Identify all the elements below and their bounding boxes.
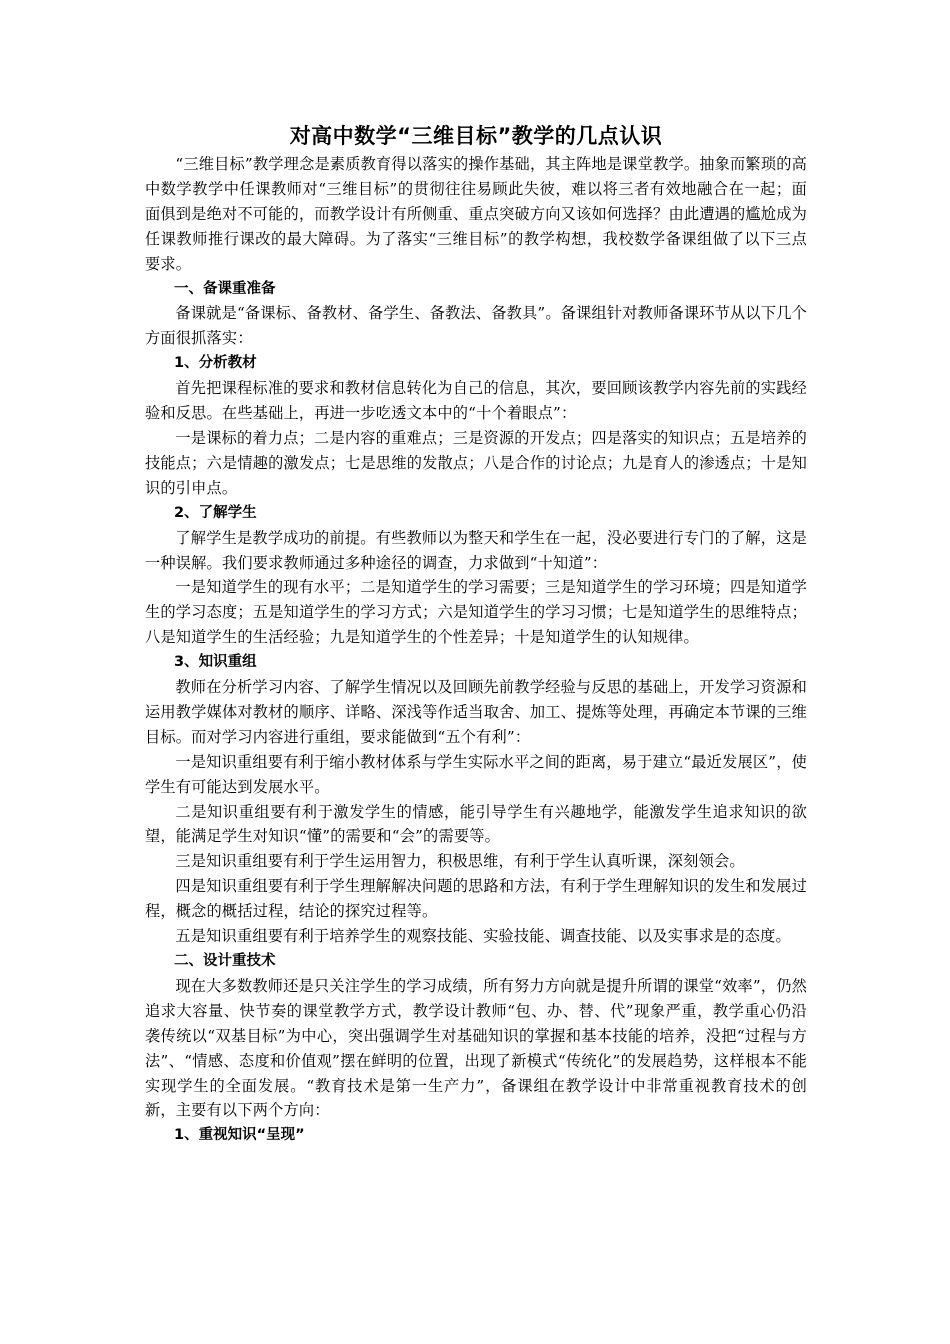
document-body <box>145 152 807 1148</box>
paragraph: 备课就是“备课标、备教材、备学生、备教法、备教具”。备课组针对教师备课环节从以下几个方面很抓落实： <box>145 304 807 348</box>
section-heading: 一、备课重准备 <box>174 280 276 297</box>
section-heading: 1、重视知识“呈现” <box>174 1127 305 1144</box>
section-heading: 2、了解学生 <box>174 504 257 521</box>
document-title: 对高中数学“三维目标”教学的几点认识 <box>289 124 663 148</box>
paragraph: 二是知识重组要有利于激发学生的情感，能引导学生有兴趣地学，能激发学生追求知识的欲望，能满足学生对知识“懂”的需要和“会”的需要等。 <box>145 802 807 846</box>
section-heading: 二、设计重技术 <box>174 953 276 969</box>
paragraph: 四是知识重组要有利于学生理解解决问题的思路和方法，有利于学生理解知识的发生和发展过程，概念的概括过程，结论的探究过程等。 <box>145 877 807 921</box>
paragraph: 首先把课程标准的要求和教材信息转化为自己的信息，其次，要回顾该教学内容先前的实践经验和反思。在些基础上，再进一步吃透文本中的“十个着眼点”： <box>145 379 807 423</box>
paragraph: 一是课标的着力点；二是内容的重难点；三是资源的开发点；四是落实的知识点；五是培养的技能点；六是情趣的激发点；七是思维的发散点；八是合作的讨论点；九是育人的渗透点；十是知识的引申点。 <box>145 428 807 497</box>
paragraph: 教师在分析学习内容、了解学生情况以及回顾先前教学经验与反思的基础上，开发学习资源和运用教学媒体对教材的顺序、详略、深浅等作适当取舍、加工、提炼等处理，再确定本节课的三维目标。而对学习内容进行重组，要求能做到“五个有利”： <box>145 678 807 746</box>
paragraph: 一是知道学生的现有水平；二是知道学生的学习需要；三是知道学生的学习环境；四是知道学生的学习态度；五是知道学生的学习方式；六是知道学生的学习习惯；七是知道学生的思维特点；八是知道学生的生活经验；九是知道学生的个性差异；十是知道学生的认知规律。 <box>145 578 807 647</box>
section-heading: 1、分析教材 <box>174 355 257 372</box>
section-heading: 3、知识重组 <box>174 654 257 671</box>
paragraph: 三是知识重组要有利于学生运用智力，积极思维，有利于学生认真听课，深刻领会。 <box>175 852 745 871</box>
paragraph: 一是知识重组要有利于缩小教材体系与学生实际水平之间的距离，易于建立“最近发展区”，使学生有可能达到发展水平。 <box>145 752 807 796</box>
paragraph: 了解学生是教学成功的前提。有些教师以为整天和学生在一起，没必要进行专门的了解，这是一种误解。我们要求教师通过多种途径的调查，力求做到“十知道”： <box>145 528 807 572</box>
paragraph: “三维目标”教学理念是素质教育得以落实的操作基础，其主阵地是课堂教学。抽象而繁琐的高中数学教学中任课教师对“三维目标”的贯彻往往易顾此失彼，难以将三者有效地融合在一起；面面俱到是绝对不可能的，而教学设计有所侧重、重点突破方向又该如何选择？由此遭遇的尴尬成为任课教师推行课改的最大障碍。为了落实“三维目标”的教学构想，我校数学备课组做了以下三点要求。 <box>145 155 807 273</box>
paragraph: 五是知识重组要有利于培养学生的观察技能、实验技能、调查技能、以及实事求是的态度。 <box>175 927 791 946</box>
paragraph: 现在大多数教师还是只关注学生的学习成绩，所有努力方向就是提升所谓的课堂“效率”，仍然追求大容量、快节奏的课堂教学方式，教学设计教师“包、办、替、代”现象严重，教学重心仍沿袭传统以“双基目标”为中心，突出强调学生对基础知识的掌握和基本技能的培养，没把“过程与方法”、“情感、态度和价值观”摆在鲜明的位置，出现了新模式“传统化”的发展趋势，这样根本不能实现学生的全面发展。“教育技术是第一生产力”，备课组在教学设计中非常重视教育技术的创新，主要有以下两个方向： <box>145 976 807 1120</box>
document-page <box>145 120 807 1148</box>
